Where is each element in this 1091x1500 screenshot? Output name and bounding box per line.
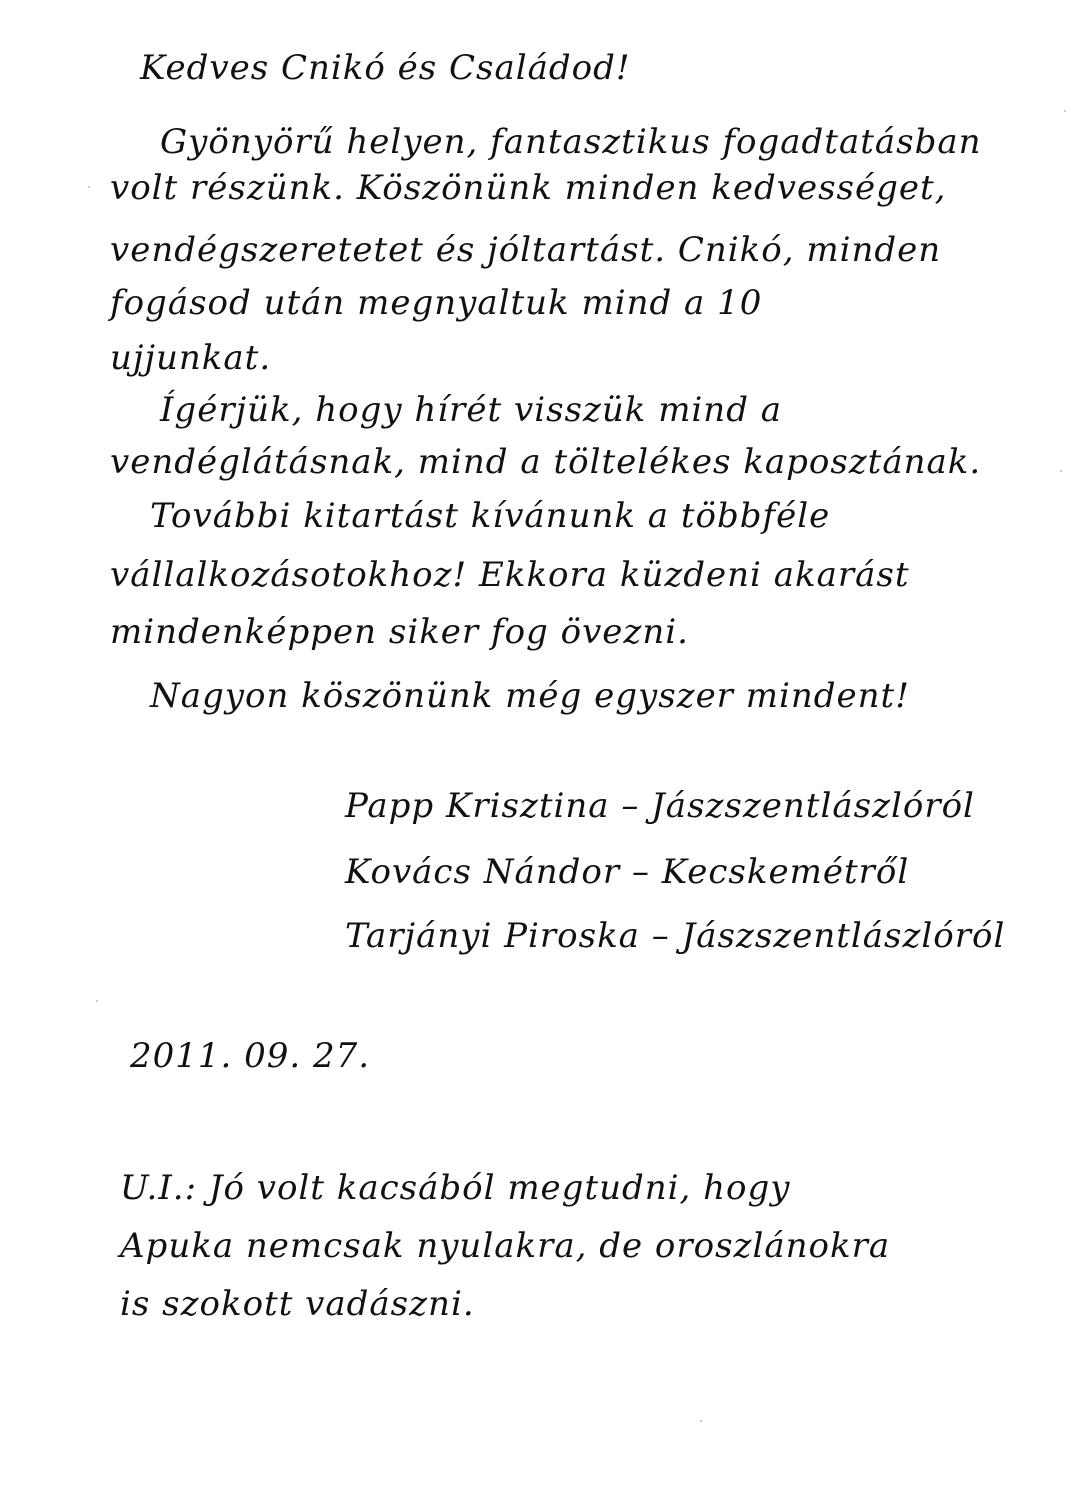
paragraph-3-line-3: mindenképpen siker fog övezni.: [110, 612, 689, 652]
paragraph-2-line-2: vendéglátásnak, mind a töltelékes kaposztának.: [110, 442, 982, 482]
scan-speck: [1064, 110, 1066, 112]
paragraph-2-line-1: Ígérjük, hogy hírét visszük mind a: [160, 390, 783, 430]
paragraph-1-line-5: ujjunkat.: [110, 338, 272, 378]
paragraph-1-line-1: Gyönyörű helyen, fantasztikus fogadtatásban: [160, 122, 982, 162]
letter-greeting: Kedves Cnikó és Családod!: [140, 48, 631, 88]
postscript-line-3: is szokott vadászni.: [120, 1284, 475, 1324]
signature-2: Kovács Nándor – Kecskemétről: [345, 852, 910, 892]
letter-date: 2011. 09. 27.: [130, 1036, 371, 1076]
paragraph-3-line-1: További kitartást kívánunk a többféle: [150, 496, 831, 536]
postscript-line-1: U.I.: Jó volt kacsából megtudni, hogy: [120, 1168, 791, 1208]
signature-3: Tarjányi Piroska – Jászszentlászlóról: [345, 916, 1006, 956]
paragraph-4-line-1: Nagyon köszönünk még egyszer mindent!: [150, 676, 910, 716]
scan-speck: [96, 1000, 98, 1002]
paragraph-1-line-3: vendégszeretetet és jóltartást. Cnikó, minden: [110, 230, 942, 270]
paragraph-1-line-2: volt részünk. Köszönünk minden kedvességet,: [110, 168, 947, 208]
scan-speck: [700, 1420, 702, 1422]
signature-1: Papp Krisztina – Jászszentlászlóról: [345, 786, 975, 826]
paragraph-3-line-2: vállalkozásotokhoz! Ekkora küzdeni akarást: [110, 555, 910, 595]
paragraph-1-line-4: fogásod után megnyaltuk mind a 10: [110, 283, 763, 323]
scan-speck: [88, 186, 90, 188]
scan-speck: [1060, 470, 1062, 472]
postscript-line-2: Apuka nemcsak nyulakra, de oroszlánokra: [120, 1226, 891, 1266]
